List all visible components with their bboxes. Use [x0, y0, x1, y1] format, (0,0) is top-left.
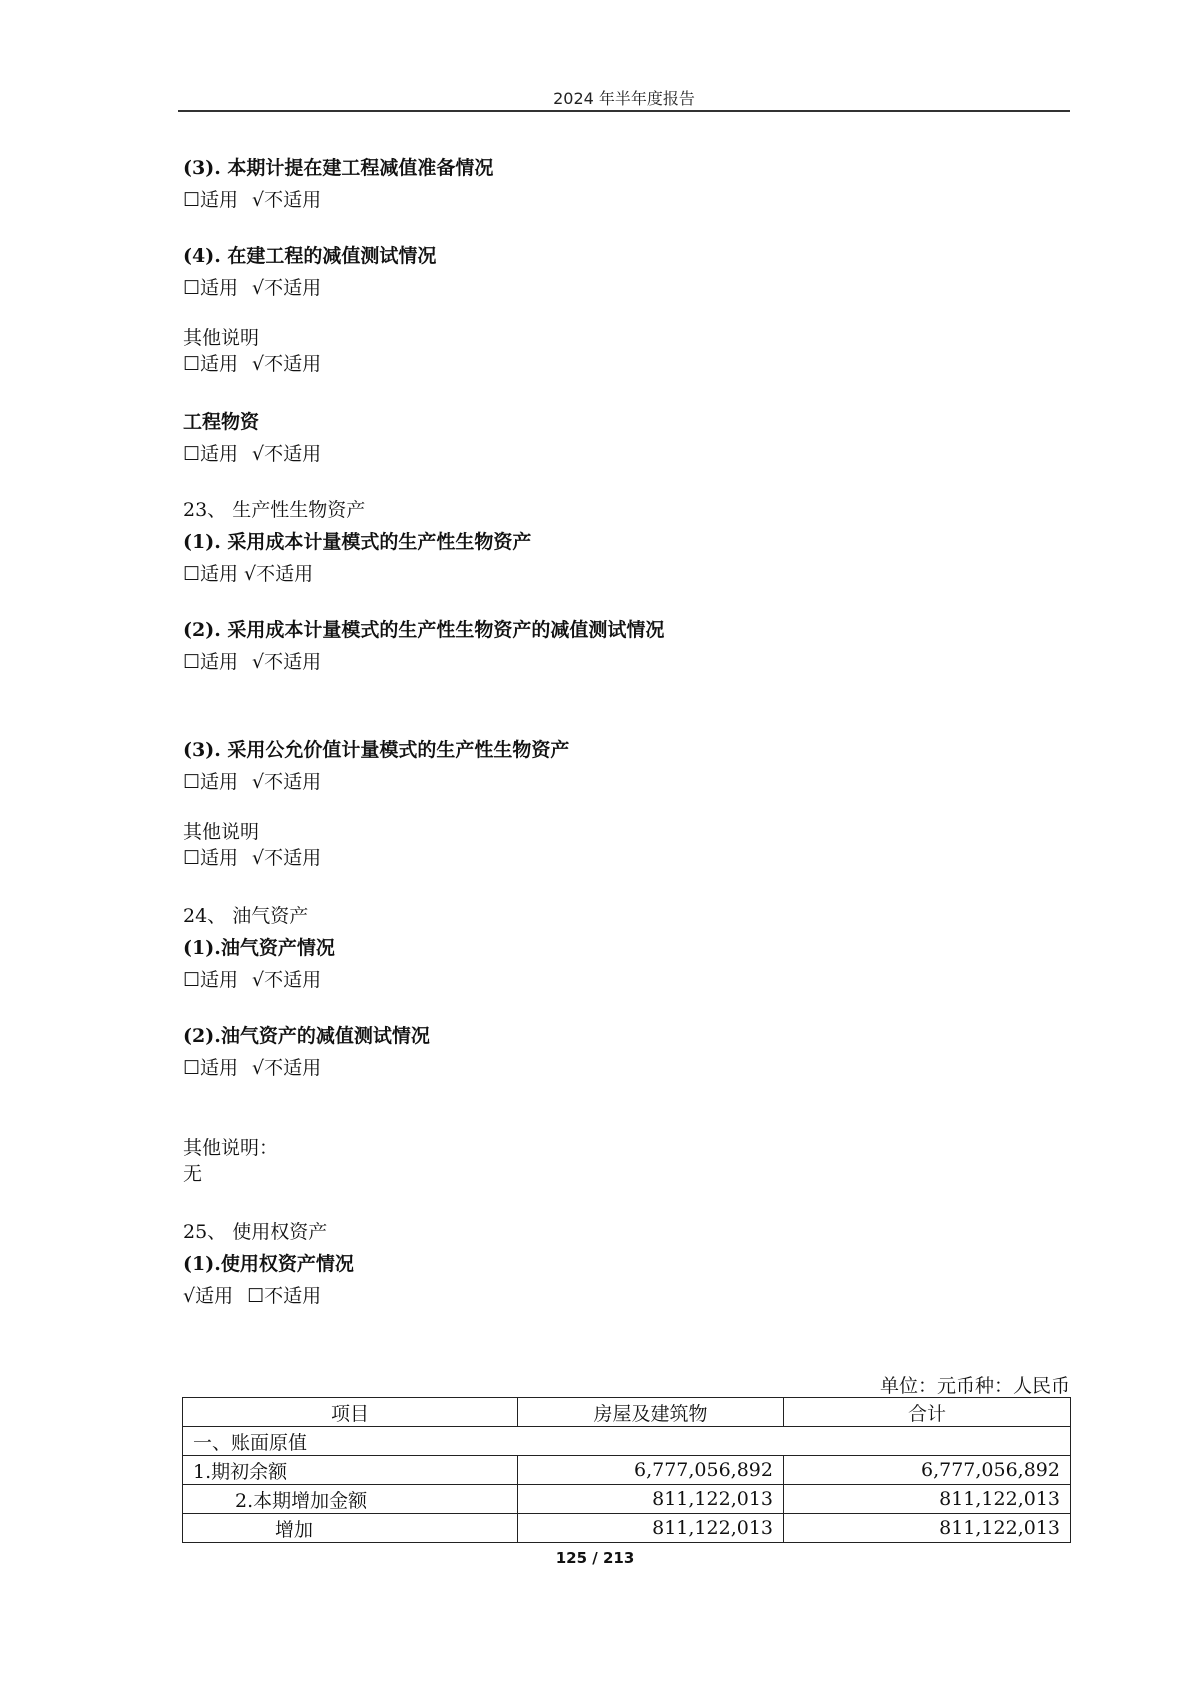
- table-header-row: [183, 1398, 1071, 1427]
- applicability-options: [183, 1284, 335, 1308]
- row-label: 2.本期增加金额: [183, 1485, 518, 1514]
- unchecked-option: ☐适用: [183, 1057, 239, 1079]
- cell-buildings: 811,122,013: [518, 1514, 784, 1543]
- applicability-options: [183, 846, 335, 870]
- section-heading: (2). 采用成本计量模式的生产性生物资产的减值测试情况: [183, 619, 665, 641]
- unchecked-option: ☐适用: [183, 277, 239, 299]
- section-heading: (1). 采用成本计量模式的生产性生物资产: [183, 531, 532, 553]
- cell-total: 6,777,056,892: [784, 1456, 1071, 1485]
- checked-option: √适用: [183, 1285, 234, 1307]
- unchecked-option: ☐适用: [183, 651, 239, 673]
- section-heading: (2).油气资产的减值测试情况: [183, 1025, 430, 1047]
- row-label: 1.期初余额: [183, 1456, 518, 1485]
- checked-option: √不适用: [252, 189, 322, 211]
- text-line: 其他说明: [183, 821, 260, 843]
- page-number: 125 / 213: [555, 1549, 635, 1567]
- unchecked-option: ☐不适用: [247, 1285, 322, 1307]
- unchecked-option: ☐适用: [183, 771, 239, 793]
- checked-option: √不适用: [252, 1057, 322, 1079]
- checked-option: √不适用: [244, 563, 314, 585]
- column-header-total: 合计: [784, 1398, 1071, 1427]
- checked-option: √不适用: [252, 969, 322, 991]
- unchecked-option: ☐适用: [183, 189, 239, 211]
- text-line: 其他说明: [183, 327, 260, 349]
- section-heading: (3). 本期计提在建工程减值准备情况: [183, 157, 494, 179]
- section-heading: 工程物资: [183, 411, 260, 433]
- text-line: 其他说明：: [183, 1137, 279, 1159]
- applicability-options: [183, 968, 335, 992]
- cell-total: 811,122,013: [784, 1485, 1071, 1514]
- unchecked-option: ☐适用: [183, 443, 239, 465]
- text-line: 24、 油气资产: [183, 905, 309, 927]
- section-heading: (1).使用权资产情况: [183, 1253, 354, 1275]
- cell-total: 811,122,013: [784, 1514, 1071, 1543]
- text-line: 无: [183, 1163, 203, 1185]
- checked-option: √不适用: [252, 443, 322, 465]
- currency-unit-note: 单位：元币种：人民币: [879, 1375, 1070, 1397]
- checked-option: √不适用: [252, 353, 322, 375]
- table-row: [183, 1485, 1071, 1514]
- cell-buildings: 811,122,013: [518, 1485, 784, 1514]
- text-line: 23、 生产性生物资产: [183, 499, 366, 521]
- applicability-options: [183, 352, 335, 376]
- applicability-options: [183, 770, 335, 794]
- cell-buildings: 6,777,056,892: [518, 1456, 784, 1485]
- section-heading: (3). 采用公允价值计量模式的生产性生物资产: [183, 739, 570, 761]
- checked-option: √不适用: [252, 277, 322, 299]
- section-label: 一、账面原值: [183, 1427, 1071, 1456]
- checked-option: √不适用: [252, 771, 322, 793]
- table-row: [183, 1514, 1071, 1543]
- column-header-item: 项目: [183, 1398, 518, 1427]
- section-heading: (1).油气资产情况: [183, 937, 335, 959]
- column-header-buildings: 房屋及建筑物: [518, 1398, 784, 1427]
- applicability-options: [183, 562, 319, 586]
- applicability-options: [183, 442, 335, 466]
- checked-option: √不适用: [252, 651, 322, 673]
- page-header: 2024 年半年度报告: [553, 89, 695, 108]
- unchecked-option: ☐适用: [183, 847, 239, 869]
- header-rule: [178, 110, 1070, 112]
- right-of-use-asset-table: [182, 1397, 1071, 1543]
- text-line: 25、 使用权资产: [183, 1221, 328, 1243]
- applicability-options: [183, 650, 335, 674]
- unchecked-option: ☐适用: [183, 353, 239, 375]
- applicability-options: [183, 276, 335, 300]
- checked-option: √不适用: [252, 847, 322, 869]
- applicability-options: [183, 188, 335, 212]
- row-label: 增加: [183, 1514, 518, 1543]
- applicability-options: [183, 1056, 335, 1080]
- section-heading: (4). 在建工程的减值测试情况: [183, 245, 437, 267]
- table-section-row: [183, 1427, 1071, 1456]
- unchecked-option: ☐适用: [183, 969, 239, 991]
- unchecked-option: ☐适用: [183, 563, 239, 585]
- table-row: [183, 1456, 1071, 1485]
